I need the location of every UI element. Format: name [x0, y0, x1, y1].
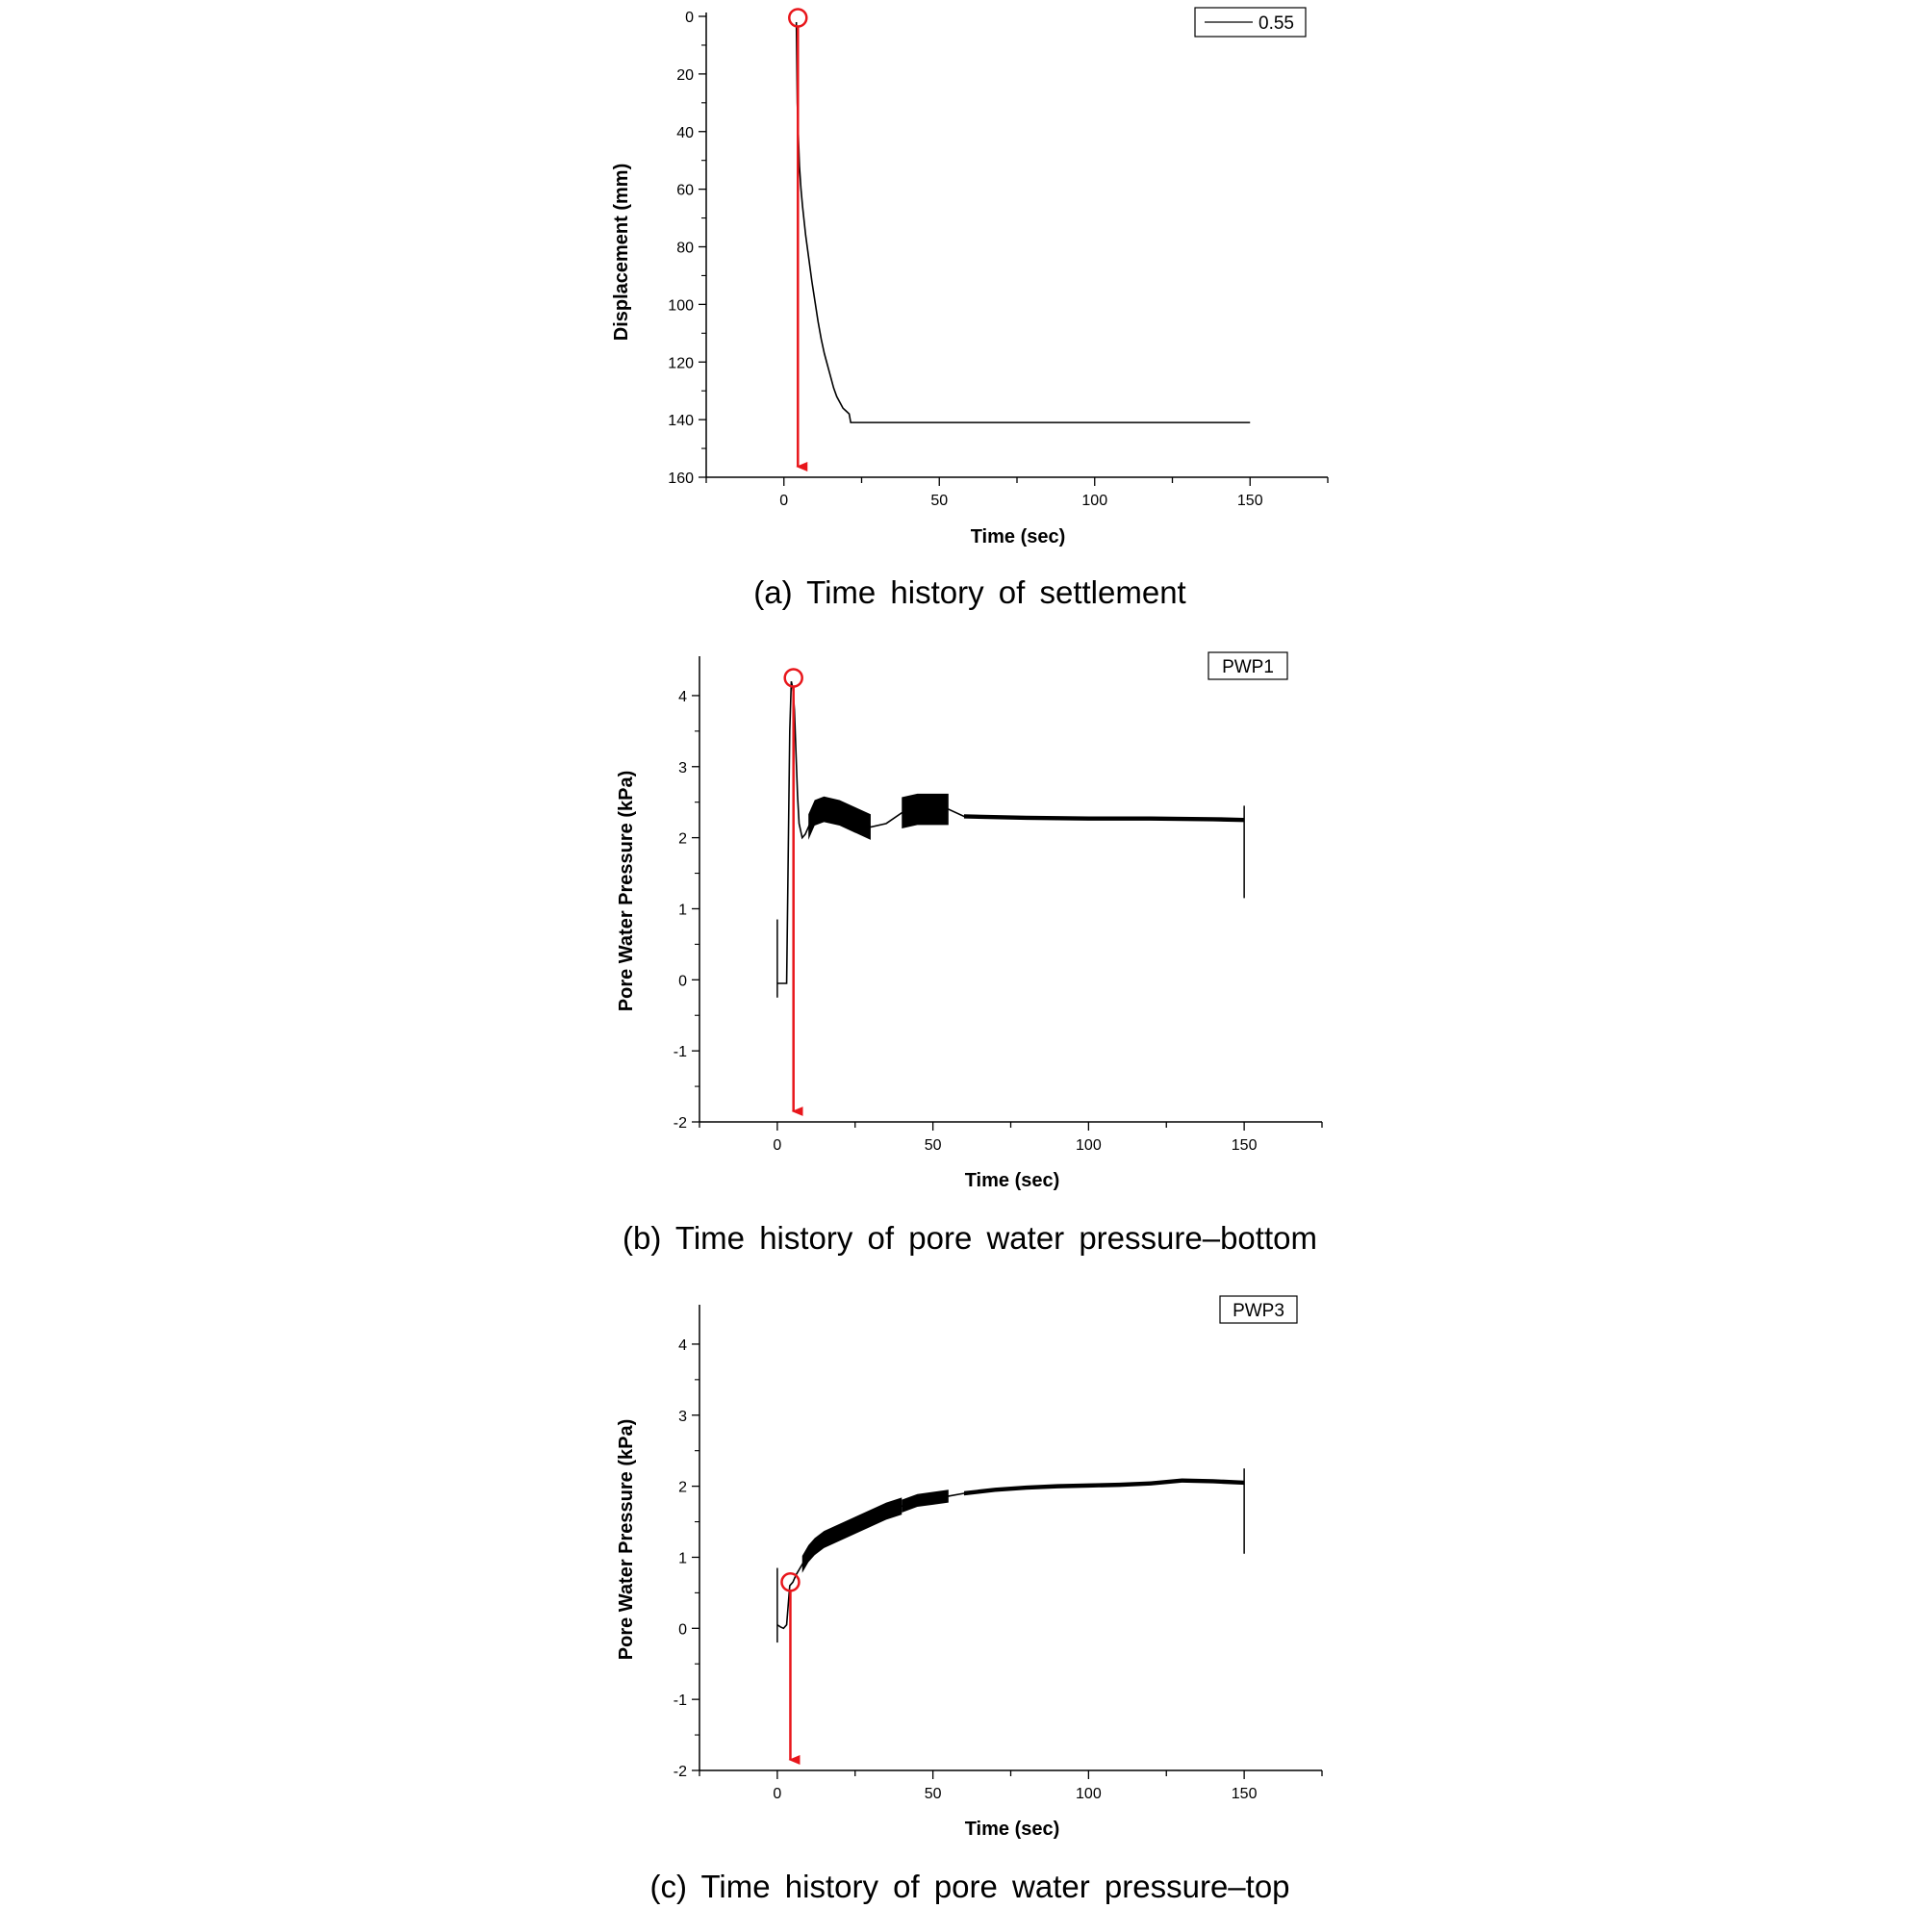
- chart-b-xtick-label: 50: [924, 1137, 942, 1154]
- chart-a-legend-label: 0.55: [1258, 13, 1294, 34]
- chart-a-ylabel: Displacement (mm): [611, 163, 632, 342]
- chart-a-ytick-label: 80: [676, 240, 694, 257]
- chart-b-noise-band: [808, 797, 871, 840]
- chart-b-pwp-bottom: [616, 652, 1322, 1256]
- chart-b-legend: [1208, 652, 1287, 679]
- chart-b-xtick-label: 0: [773, 1137, 782, 1154]
- chart-b-marker-circle: [785, 669, 802, 686]
- chart-c-marker-circle: [781, 1573, 799, 1591]
- chart-c-ytick-label: -2: [673, 1764, 687, 1780]
- chart-c-ytick-label: -1: [673, 1693, 687, 1710]
- chart-b-series-line: [777, 681, 1244, 983]
- chart-c-pwp-top: [616, 1296, 1322, 1904]
- chart-c-xtick-label: 150: [1231, 1786, 1258, 1802]
- chart-c-ytick-label: 4: [678, 1336, 687, 1354]
- chart-a-settlement: [611, 8, 1328, 610]
- chart-b-ytick-label: 2: [678, 830, 687, 848]
- chart-c-xtick-label: 50: [924, 1786, 942, 1802]
- chart-b-ytick-label: 3: [678, 759, 687, 776]
- chart-a-ytick-label: 120: [668, 355, 694, 372]
- chart-b-ytick-label: 4: [678, 688, 687, 705]
- chart-b-xtick-label: 150: [1231, 1137, 1258, 1154]
- chart-b-legend-label: PWP1: [1222, 657, 1274, 677]
- chart-c-noise-band: [802, 1497, 902, 1572]
- chart-a-ytick-label: 0: [685, 10, 694, 26]
- chart-b-ytick-label: 0: [678, 973, 687, 990]
- chart-c-noise-band: [902, 1489, 949, 1513]
- chart-c-xtick-label: 0: [773, 1786, 782, 1802]
- chart-c-ytick-label: 3: [678, 1408, 687, 1425]
- chart-a-xtick-label: 100: [1081, 493, 1108, 509]
- chart-a-xtick-label: 0: [779, 493, 789, 509]
- chart-c-legend-label: PWP3: [1233, 1301, 1284, 1321]
- chart-c-legend: [1220, 1296, 1297, 1323]
- chart-a-ytick-label: 100: [668, 297, 694, 315]
- chart-b-ytick-label: -2: [673, 1115, 687, 1132]
- chart-a-ytick-label: 160: [668, 471, 694, 487]
- chart-c-ylabel: Pore Water Pressure (kPa): [616, 1418, 637, 1661]
- chart-c-xlabel: Time (sec): [964, 1819, 1060, 1840]
- chart-a-xtick-label: 50: [930, 493, 949, 509]
- chart-b-ylabel: Pore Water Pressure (kPa): [616, 770, 637, 1012]
- chart-a-marker-circle: [789, 9, 806, 26]
- chart-c-caption: (c) Time history of pore water pressure‒top: [649, 1869, 1290, 1904]
- chart-c-ytick-label: 2: [678, 1479, 687, 1496]
- chart-b-ytick-label: -1: [673, 1044, 687, 1061]
- chart-a-ytick-label: 20: [676, 66, 694, 84]
- chart-a-ytick-label: 60: [676, 182, 694, 199]
- chart-b-ytick-label: 1: [678, 902, 687, 919]
- chart-b-xlabel: Time (sec): [964, 1170, 1060, 1191]
- chart-c-xtick-label: 100: [1076, 1786, 1102, 1802]
- chart-b-caption: (b) Time history of pore water pressure‒bottom: [623, 1220, 1317, 1256]
- chart-a-ytick-label: 140: [668, 413, 694, 430]
- chart-c-ytick-label: 0: [678, 1621, 687, 1639]
- chart-a-xlabel: Time (sec): [970, 526, 1066, 547]
- chart-a-ytick-label: 40: [676, 124, 694, 141]
- chart-c-series-line: [777, 1481, 1244, 1629]
- chart-a-caption: (a) Time history of settlement: [753, 574, 1186, 610]
- chart-c-ytick-label: 1: [678, 1550, 687, 1567]
- chart-a-legend: [1195, 8, 1306, 37]
- chart-a-xtick-label: 150: [1236, 493, 1263, 509]
- chart-a-series-line: [797, 22, 1251, 422]
- chart-b-xtick-label: 100: [1076, 1137, 1102, 1154]
